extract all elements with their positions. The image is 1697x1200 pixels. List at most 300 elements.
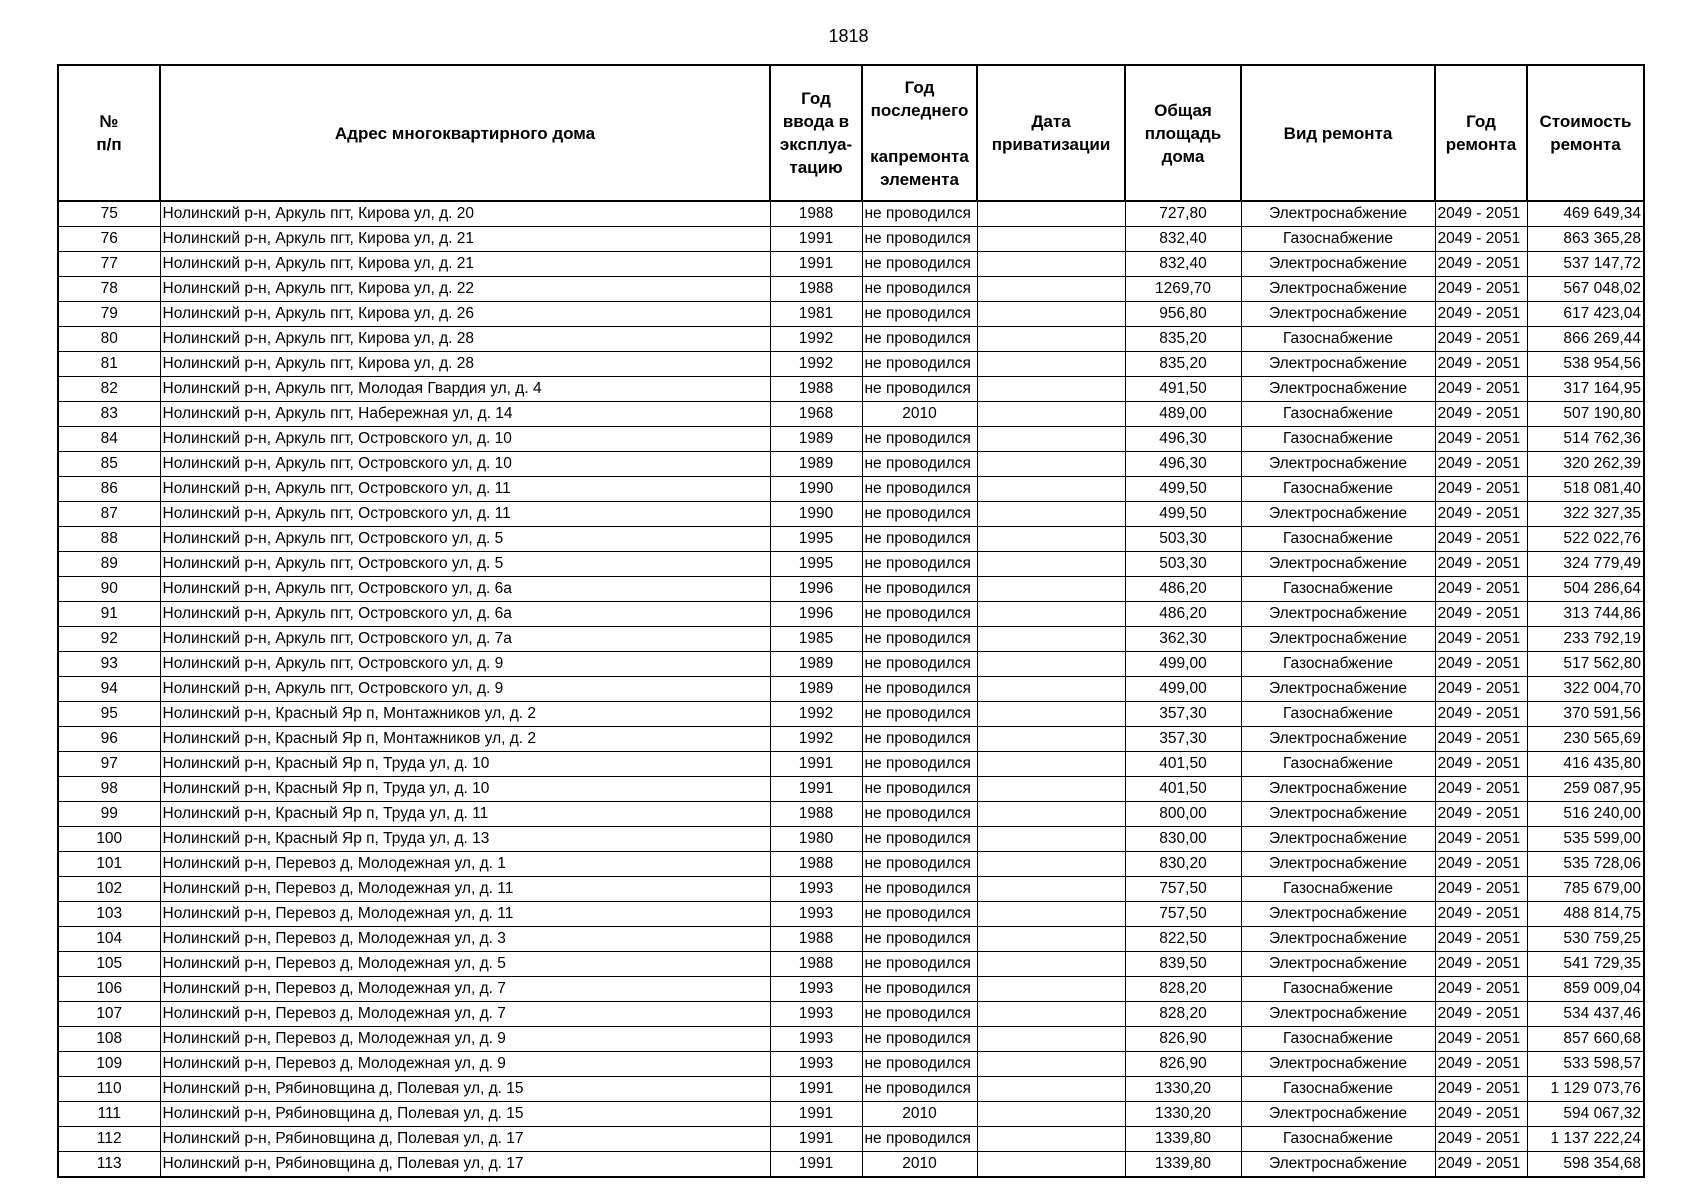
cell-last-overhaul-year: не проводился bbox=[862, 1027, 977, 1052]
cell-repair-type: Электроснабжение bbox=[1241, 952, 1435, 977]
cell-commission-year: 1993 bbox=[770, 902, 862, 927]
table-row bbox=[58, 252, 1644, 277]
cell-total-area: 826,90 bbox=[1125, 1027, 1241, 1052]
header-total-area bbox=[1125, 65, 1241, 201]
cell-total-area: 1339,80 bbox=[1125, 1152, 1241, 1178]
cell-repair-year: 2049 - 2051 bbox=[1435, 952, 1527, 977]
cell-repair-cost: 1 137 222,24 bbox=[1527, 1127, 1644, 1152]
cell-repair-type: Газоснабжение bbox=[1241, 702, 1435, 727]
cell-repair-cost: 313 744,86 bbox=[1527, 602, 1644, 627]
header-line: ремонта bbox=[1550, 135, 1621, 154]
header-line: тацию bbox=[789, 158, 843, 177]
cell-repair-year: 2049 - 2051 bbox=[1435, 1052, 1527, 1077]
cell-repair-cost: 538 954,56 bbox=[1527, 352, 1644, 377]
cell-last-overhaul-year: не проводился bbox=[862, 752, 977, 777]
cell-privatization-date bbox=[977, 802, 1125, 827]
cell-commission-year: 1988 bbox=[770, 927, 862, 952]
cell-commission-year: 1993 bbox=[770, 1027, 862, 1052]
table-row bbox=[58, 802, 1644, 827]
cell-repair-cost: 567 048,02 bbox=[1527, 277, 1644, 302]
cell-repair-year: 2049 - 2051 bbox=[1435, 352, 1527, 377]
table-row bbox=[58, 552, 1644, 577]
cell-address: Нолинский р-н, Аркуль пгт, Кирова ул, д. 21 bbox=[160, 227, 770, 252]
cell-repair-type: Электроснабжение bbox=[1241, 1102, 1435, 1127]
table-row bbox=[58, 227, 1644, 252]
table-row bbox=[58, 577, 1644, 602]
table-row bbox=[58, 902, 1644, 927]
cell-repair-type: Электроснабжение bbox=[1241, 802, 1435, 827]
cell-total-area: 499,50 bbox=[1125, 477, 1241, 502]
cell-repair-year: 2049 - 2051 bbox=[1435, 877, 1527, 902]
cell-repair-cost: 866 269,44 bbox=[1527, 327, 1644, 352]
cell-privatization-date bbox=[977, 552, 1125, 577]
cell-repair-year: 2049 - 2051 bbox=[1435, 1102, 1527, 1127]
cell-total-area: 499,50 bbox=[1125, 502, 1241, 527]
cell-total-area: 486,20 bbox=[1125, 602, 1241, 627]
cell-privatization-date bbox=[977, 852, 1125, 877]
cell-number: 77 bbox=[58, 252, 160, 277]
cell-last-overhaul-year: не проводился bbox=[862, 677, 977, 702]
cell-repair-cost: 488 814,75 bbox=[1527, 902, 1644, 927]
table-row bbox=[58, 1027, 1644, 1052]
cell-repair-year: 2049 - 2051 bbox=[1435, 577, 1527, 602]
cell-repair-year: 2049 - 2051 bbox=[1435, 777, 1527, 802]
cell-repair-type: Газоснабжение bbox=[1241, 477, 1435, 502]
cell-privatization-date bbox=[977, 377, 1125, 402]
cell-repair-cost: 785 679,00 bbox=[1527, 877, 1644, 902]
cell-commission-year: 1968 bbox=[770, 402, 862, 427]
cell-total-area: 800,00 bbox=[1125, 802, 1241, 827]
cell-commission-year: 1991 bbox=[770, 1077, 862, 1102]
cell-commission-year: 1992 bbox=[770, 327, 862, 352]
cell-privatization-date bbox=[977, 527, 1125, 552]
cell-repair-year: 2049 - 2051 bbox=[1435, 552, 1527, 577]
cell-repair-year: 2049 - 2051 bbox=[1435, 977, 1527, 1002]
cell-address: Нолинский р-н, Перевоз д, Молодежная ул, д. 7 bbox=[160, 977, 770, 1002]
cell-last-overhaul-year: не проводился bbox=[862, 552, 977, 577]
cell-total-area: 830,00 bbox=[1125, 827, 1241, 852]
table-row bbox=[58, 752, 1644, 777]
cell-repair-year: 2049 - 2051 bbox=[1435, 727, 1527, 752]
cell-repair-cost: 514 762,36 bbox=[1527, 427, 1644, 452]
table-row bbox=[58, 1102, 1644, 1127]
cell-commission-year: 1989 bbox=[770, 452, 862, 477]
cell-number: 81 bbox=[58, 352, 160, 377]
cell-commission-year: 1985 bbox=[770, 627, 862, 652]
cell-address: Нолинский р-н, Перевоз д, Молодежная ул, д. 9 bbox=[160, 1027, 770, 1052]
cell-address: Нолинский р-н, Перевоз д, Молодежная ул, д. 5 bbox=[160, 952, 770, 977]
cell-repair-cost: 535 728,06 bbox=[1527, 852, 1644, 877]
table-row bbox=[58, 427, 1644, 452]
cell-total-area: 496,30 bbox=[1125, 452, 1241, 477]
cell-commission-year: 1991 bbox=[770, 777, 862, 802]
cell-repair-cost: 317 164,95 bbox=[1527, 377, 1644, 402]
cell-total-area: 499,00 bbox=[1125, 652, 1241, 677]
cell-repair-cost: 534 437,46 bbox=[1527, 1002, 1644, 1027]
header-line: Вид ремонта bbox=[1283, 123, 1393, 143]
cell-commission-year: 1989 bbox=[770, 677, 862, 702]
cell-privatization-date bbox=[977, 452, 1125, 477]
cell-number: 76 bbox=[58, 227, 160, 252]
repair-register-table bbox=[57, 64, 1645, 1178]
cell-commission-year: 1996 bbox=[770, 602, 862, 627]
header-line: ввода в bbox=[782, 112, 850, 131]
cell-last-overhaul-year: не проводился bbox=[862, 877, 977, 902]
cell-repair-year: 2049 - 2051 bbox=[1435, 277, 1527, 302]
cell-repair-type: Электроснабжение bbox=[1241, 627, 1435, 652]
cell-total-area: 822,50 bbox=[1125, 927, 1241, 952]
cell-repair-type: Электроснабжение bbox=[1241, 777, 1435, 802]
cell-commission-year: 1988 bbox=[770, 377, 862, 402]
table-row bbox=[58, 777, 1644, 802]
cell-total-area: 503,30 bbox=[1125, 527, 1241, 552]
cell-last-overhaul-year: не проводился bbox=[862, 527, 977, 552]
cell-repair-year: 2049 - 2051 bbox=[1435, 802, 1527, 827]
table-row bbox=[58, 977, 1644, 1002]
cell-total-area: 828,20 bbox=[1125, 977, 1241, 1002]
header-privatization-date bbox=[977, 65, 1125, 201]
cell-address: Нолинский р-н, Аркуль пгт, Островского ул, д. 6а bbox=[160, 577, 770, 602]
cell-commission-year: 1981 bbox=[770, 302, 862, 327]
cell-last-overhaul-year: 2010 bbox=[862, 402, 977, 427]
header-line: п/п bbox=[96, 135, 122, 154]
cell-number: 112 bbox=[58, 1127, 160, 1152]
cell-privatization-date bbox=[977, 727, 1125, 752]
cell-address: Нолинский р-н, Красный Яр п, Труда ул, д. 13 bbox=[160, 827, 770, 852]
cell-last-overhaul-year: 2010 bbox=[862, 1152, 977, 1178]
table-body bbox=[58, 201, 1644, 1177]
cell-commission-year: 1991 bbox=[770, 752, 862, 777]
header-repair-cost bbox=[1527, 65, 1644, 201]
cell-repair-type: Газоснабжение bbox=[1241, 752, 1435, 777]
cell-repair-type: Электроснабжение bbox=[1241, 1152, 1435, 1178]
cell-repair-cost: 517 562,80 bbox=[1527, 652, 1644, 677]
cell-commission-year: 1989 bbox=[770, 427, 862, 452]
cell-last-overhaul-year: не проводился bbox=[862, 602, 977, 627]
table-row bbox=[58, 502, 1644, 527]
cell-privatization-date bbox=[977, 1102, 1125, 1127]
cell-address: Нолинский р-н, Аркуль пгт, Островского ул, д. 5 bbox=[160, 552, 770, 577]
cell-number: 85 bbox=[58, 452, 160, 477]
cell-total-area: 491,50 bbox=[1125, 377, 1241, 402]
cell-repair-type: Электроснабжение bbox=[1241, 927, 1435, 952]
cell-repair-cost: 233 792,19 bbox=[1527, 627, 1644, 652]
cell-last-overhaul-year: не проводился bbox=[862, 502, 977, 527]
header-line: Год bbox=[904, 77, 935, 97]
cell-last-overhaul-year: не проводился bbox=[862, 952, 977, 977]
cell-last-overhaul-year: не проводился bbox=[862, 427, 977, 452]
cell-repair-year: 2049 - 2051 bbox=[1435, 227, 1527, 252]
cell-number: 107 bbox=[58, 1002, 160, 1027]
header-line: эксплуа- bbox=[779, 135, 853, 154]
cell-last-overhaul-year: не проводился bbox=[862, 277, 977, 302]
cell-address: Нолинский р-н, Перевоз д, Молодежная ул, д. 1 bbox=[160, 852, 770, 877]
cell-address: Нолинский р-н, Аркуль пгт, Островского ул, д. 6а bbox=[160, 602, 770, 627]
cell-repair-cost: 322 327,35 bbox=[1527, 502, 1644, 527]
cell-repair-cost: 598 354,68 bbox=[1527, 1152, 1644, 1178]
cell-number: 82 bbox=[58, 377, 160, 402]
cell-privatization-date bbox=[977, 1027, 1125, 1052]
cell-number: 88 bbox=[58, 527, 160, 552]
cell-commission-year: 1990 bbox=[770, 502, 862, 527]
cell-repair-type: Газоснабжение bbox=[1241, 527, 1435, 552]
cell-number: 109 bbox=[58, 1052, 160, 1077]
cell-privatization-date bbox=[977, 327, 1125, 352]
cell-last-overhaul-year: не проводился bbox=[862, 927, 977, 952]
cell-number: 94 bbox=[58, 677, 160, 702]
cell-last-overhaul-year: не проводился bbox=[862, 827, 977, 852]
cell-privatization-date bbox=[977, 1077, 1125, 1102]
cell-address: Нолинский р-н, Красный Яр п, Монтажников ул, д. 2 bbox=[160, 702, 770, 727]
cell-last-overhaul-year: не проводился bbox=[862, 302, 977, 327]
cell-address: Нолинский р-н, Красный Яр п, Труда ул, д. 10 bbox=[160, 752, 770, 777]
table-row bbox=[58, 402, 1644, 427]
cell-total-area: 828,20 bbox=[1125, 1002, 1241, 1027]
cell-last-overhaul-year: не проводился bbox=[862, 452, 977, 477]
cell-repair-year: 2049 - 2051 bbox=[1435, 852, 1527, 877]
cell-last-overhaul-year: не проводился bbox=[862, 477, 977, 502]
cell-last-overhaul-year: 2010 bbox=[862, 1102, 977, 1127]
cell-number: 97 bbox=[58, 752, 160, 777]
header-line: элемента bbox=[880, 169, 959, 189]
cell-privatization-date bbox=[977, 477, 1125, 502]
header-row bbox=[58, 65, 1644, 201]
cell-total-area: 357,30 bbox=[1125, 727, 1241, 752]
cell-number: 87 bbox=[58, 502, 160, 527]
cell-total-area: 357,30 bbox=[1125, 702, 1241, 727]
cell-repair-year: 2049 - 2051 bbox=[1435, 1152, 1527, 1178]
cell-repair-cost: 863 365,28 bbox=[1527, 227, 1644, 252]
cell-repair-year: 2049 - 2051 bbox=[1435, 402, 1527, 427]
cell-repair-year: 2049 - 2051 bbox=[1435, 927, 1527, 952]
header-repair-type bbox=[1241, 65, 1435, 201]
cell-address: Нолинский р-н, Перевоз д, Молодежная ул, д. 11 bbox=[160, 877, 770, 902]
cell-repair-cost: 469 649,34 bbox=[1527, 201, 1644, 227]
cell-repair-year: 2049 - 2051 bbox=[1435, 377, 1527, 402]
header-line: приватизации bbox=[991, 135, 1111, 154]
cell-commission-year: 1990 bbox=[770, 477, 862, 502]
cell-repair-type: Электроснабжение bbox=[1241, 1002, 1435, 1027]
cell-privatization-date bbox=[977, 402, 1125, 427]
cell-repair-year: 2049 - 2051 bbox=[1435, 302, 1527, 327]
cell-total-area: 1339,80 bbox=[1125, 1127, 1241, 1152]
table-row bbox=[58, 952, 1644, 977]
cell-repair-type: Газоснабжение bbox=[1241, 577, 1435, 602]
cell-number: 102 bbox=[58, 877, 160, 902]
cell-repair-year: 2049 - 2051 bbox=[1435, 502, 1527, 527]
cell-privatization-date bbox=[977, 1127, 1125, 1152]
cell-repair-cost: 859 009,04 bbox=[1527, 977, 1644, 1002]
cell-total-area: 832,40 bbox=[1125, 252, 1241, 277]
cell-commission-year: 1991 bbox=[770, 1102, 862, 1127]
cell-address: Нолинский р-н, Рябиновщина д, Полевая ул, д. 17 bbox=[160, 1152, 770, 1178]
cell-commission-year: 1989 bbox=[770, 652, 862, 677]
cell-address: Нолинский р-н, Перевоз д, Молодежная ул, д. 9 bbox=[160, 1052, 770, 1077]
cell-privatization-date bbox=[977, 952, 1125, 977]
cell-last-overhaul-year: не проводился bbox=[862, 1077, 977, 1102]
page-number: 1818 bbox=[828, 26, 869, 46]
cell-last-overhaul-year: не проводился bbox=[862, 702, 977, 727]
cell-last-overhaul-year: не проводился bbox=[862, 852, 977, 877]
cell-number: 101 bbox=[58, 852, 160, 877]
cell-privatization-date bbox=[977, 752, 1125, 777]
header-line: капремонта bbox=[870, 146, 969, 166]
cell-repair-cost: 617 423,04 bbox=[1527, 302, 1644, 327]
cell-repair-type: Газоснабжение bbox=[1241, 877, 1435, 902]
cell-address: Нолинский р-н, Аркуль пгт, Кирова ул, д. 26 bbox=[160, 302, 770, 327]
header-line: дома bbox=[1161, 146, 1205, 166]
cell-last-overhaul-year: не проводился bbox=[862, 377, 977, 402]
cell-number: 75 bbox=[58, 201, 160, 227]
cell-repair-cost: 230 565,69 bbox=[1527, 727, 1644, 752]
cell-address: Нолинский р-н, Перевоз д, Молодежная ул, д. 11 bbox=[160, 902, 770, 927]
cell-address: Нолинский р-н, Аркуль пгт, Кирова ул, д. 28 bbox=[160, 352, 770, 377]
cell-last-overhaul-year: не проводился bbox=[862, 577, 977, 602]
cell-number: 84 bbox=[58, 427, 160, 452]
cell-repair-type: Газоснабжение bbox=[1241, 427, 1435, 452]
cell-last-overhaul-year: не проводился bbox=[862, 327, 977, 352]
cell-total-area: 826,90 bbox=[1125, 1052, 1241, 1077]
cell-repair-cost: 594 067,32 bbox=[1527, 1102, 1644, 1127]
cell-privatization-date bbox=[977, 201, 1125, 227]
cell-privatization-date bbox=[977, 627, 1125, 652]
cell-repair-year: 2049 - 2051 bbox=[1435, 1002, 1527, 1027]
cell-commission-year: 1995 bbox=[770, 527, 862, 552]
header-number bbox=[58, 65, 160, 201]
cell-number: 103 bbox=[58, 902, 160, 927]
cell-address: Нолинский р-н, Аркуль пгт, Островского ул, д. 11 bbox=[160, 477, 770, 502]
table-row bbox=[58, 327, 1644, 352]
cell-total-area: 362,30 bbox=[1125, 627, 1241, 652]
cell-number: 90 bbox=[58, 577, 160, 602]
table-row bbox=[58, 1127, 1644, 1152]
cell-commission-year: 1991 bbox=[770, 1127, 862, 1152]
cell-address: Нолинский р-н, Аркуль пгт, Островского ул, д. 10 bbox=[160, 452, 770, 477]
cell-repair-type: Газоснабжение bbox=[1241, 227, 1435, 252]
header-line: последнего bbox=[870, 100, 969, 120]
header-line: Общая bbox=[1154, 100, 1212, 120]
cell-total-area: 830,20 bbox=[1125, 852, 1241, 877]
header-line bbox=[866, 122, 973, 145]
cell-repair-year: 2049 - 2051 bbox=[1435, 1127, 1527, 1152]
cell-repair-year: 2049 - 2051 bbox=[1435, 902, 1527, 927]
cell-repair-type: Газоснабжение bbox=[1241, 1077, 1435, 1102]
cell-last-overhaul-year: не проводился bbox=[862, 977, 977, 1002]
cell-number: 89 bbox=[58, 552, 160, 577]
header-line: ремонта bbox=[1445, 135, 1517, 154]
cell-last-overhaul-year: не проводился bbox=[862, 1052, 977, 1077]
cell-commission-year: 1993 bbox=[770, 877, 862, 902]
cell-privatization-date bbox=[977, 502, 1125, 527]
cell-repair-year: 2049 - 2051 bbox=[1435, 602, 1527, 627]
cell-repair-type: Электроснабжение bbox=[1241, 852, 1435, 877]
cell-privatization-date bbox=[977, 827, 1125, 852]
cell-repair-cost: 324 779,49 bbox=[1527, 552, 1644, 577]
cell-commission-year: 1988 bbox=[770, 277, 862, 302]
cell-address: Нолинский р-н, Рябиновщина д, Полевая ул, д. 15 bbox=[160, 1102, 770, 1127]
cell-repair-cost: 537 147,72 bbox=[1527, 252, 1644, 277]
cell-address: Нолинский р-н, Красный Яр п, Монтажников ул, д. 2 bbox=[160, 727, 770, 752]
table-row bbox=[58, 352, 1644, 377]
cell-repair-cost: 370 591,56 bbox=[1527, 702, 1644, 727]
cell-repair-cost: 1 129 073,76 bbox=[1527, 1077, 1644, 1102]
cell-last-overhaul-year: не проводился bbox=[862, 1127, 977, 1152]
cell-commission-year: 1988 bbox=[770, 952, 862, 977]
cell-repair-year: 2049 - 2051 bbox=[1435, 527, 1527, 552]
cell-number: 100 bbox=[58, 827, 160, 852]
table-row bbox=[58, 627, 1644, 652]
cell-repair-cost: 322 004,70 bbox=[1527, 677, 1644, 702]
cell-repair-type: Газоснабжение bbox=[1241, 327, 1435, 352]
table-row bbox=[58, 1077, 1644, 1102]
cell-commission-year: 1991 bbox=[770, 227, 862, 252]
cell-privatization-date bbox=[977, 302, 1125, 327]
cell-total-area: 499,00 bbox=[1125, 677, 1241, 702]
cell-total-area: 1330,20 bbox=[1125, 1077, 1241, 1102]
cell-repair-cost: 518 081,40 bbox=[1527, 477, 1644, 502]
cell-number: 78 bbox=[58, 277, 160, 302]
cell-number: 106 bbox=[58, 977, 160, 1002]
cell-repair-type: Электроснабжение bbox=[1241, 452, 1435, 477]
cell-address: Нолинский р-н, Аркуль пгт, Островского ул, д. 5 bbox=[160, 527, 770, 552]
cell-repair-type: Электроснабжение bbox=[1241, 502, 1435, 527]
cell-total-area: 496,30 bbox=[1125, 427, 1241, 452]
header-line: № bbox=[99, 112, 119, 131]
cell-address: Нолинский р-н, Аркуль пгт, Островского ул, д. 11 bbox=[160, 502, 770, 527]
header-line: площадь bbox=[1144, 123, 1222, 143]
cell-repair-year: 2049 - 2051 bbox=[1435, 1027, 1527, 1052]
cell-repair-year: 2049 - 2051 bbox=[1435, 252, 1527, 277]
cell-last-overhaul-year: не проводился bbox=[862, 652, 977, 677]
cell-repair-type: Электроснабжение bbox=[1241, 902, 1435, 927]
cell-repair-year: 2049 - 2051 bbox=[1435, 427, 1527, 452]
cell-repair-type: Газоснабжение bbox=[1241, 977, 1435, 1002]
cell-address: Нолинский р-н, Аркуль пгт, Островского ул, д. 9 bbox=[160, 652, 770, 677]
cell-repair-type: Электроснабжение bbox=[1241, 552, 1435, 577]
cell-address: Нолинский р-н, Аркуль пгт, Молодая Гвардия ул, д. 4 bbox=[160, 377, 770, 402]
table-row bbox=[58, 1002, 1644, 1027]
cell-repair-year: 2049 - 2051 bbox=[1435, 677, 1527, 702]
table-row bbox=[58, 877, 1644, 902]
cell-repair-type: Газоснабжение bbox=[1241, 1027, 1435, 1052]
cell-number: 99 bbox=[58, 802, 160, 827]
cell-address: Нолинский р-н, Красный Яр п, Труда ул, д. 11 bbox=[160, 802, 770, 827]
cell-commission-year: 1988 bbox=[770, 852, 862, 877]
cell-privatization-date bbox=[977, 252, 1125, 277]
cell-last-overhaul-year: не проводился bbox=[862, 627, 977, 652]
cell-repair-type: Электроснабжение bbox=[1241, 727, 1435, 752]
cell-number: 108 bbox=[58, 1027, 160, 1052]
cell-number: 110 bbox=[58, 1077, 160, 1102]
cell-total-area: 956,80 bbox=[1125, 302, 1241, 327]
cell-privatization-date bbox=[977, 227, 1125, 252]
cell-commission-year: 1988 bbox=[770, 802, 862, 827]
table-row bbox=[58, 652, 1644, 677]
cell-address: Нолинский р-н, Аркуль пгт, Кирова ул, д. 28 bbox=[160, 327, 770, 352]
cell-address: Нолинский р-н, Аркуль пгт, Кирова ул, д. 21 bbox=[160, 252, 770, 277]
cell-repair-type: Электроснабжение bbox=[1241, 677, 1435, 702]
cell-number: 95 bbox=[58, 702, 160, 727]
header-repair-year bbox=[1435, 65, 1527, 201]
table-row bbox=[58, 527, 1644, 552]
header-line: Год bbox=[801, 89, 831, 108]
cell-privatization-date bbox=[977, 1002, 1125, 1027]
cell-repair-cost: 535 599,00 bbox=[1527, 827, 1644, 852]
cell-commission-year: 1992 bbox=[770, 702, 862, 727]
cell-privatization-date bbox=[977, 427, 1125, 452]
cell-repair-type: Электроснабжение bbox=[1241, 201, 1435, 227]
cell-number: 93 bbox=[58, 652, 160, 677]
